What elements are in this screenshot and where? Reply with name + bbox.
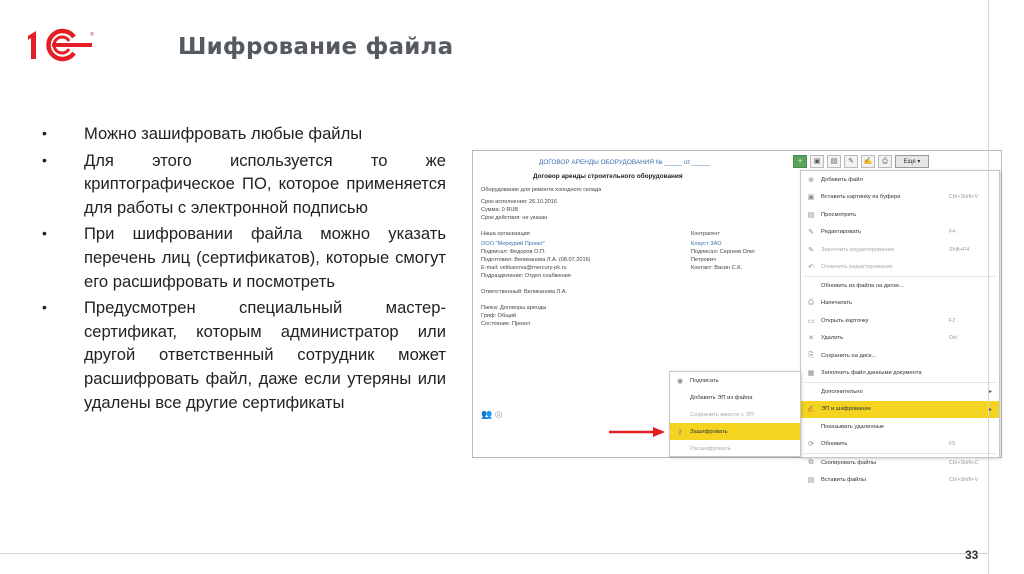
- menu-item-save-with-signature[interactable]: [670, 406, 800, 423]
- doc-line: Подразделение: Отдел снабжения: [481, 273, 571, 279]
- bullet-item: • Предусмотрен специальный мастер-сертификат, которым администратор или другой ответственный сотрудник может расшифровать файл, даже если утеряны или удалены все другие сертификаты: [42, 298, 446, 412]
- menu-item-shortcut: Ctrl+Shift+V: [949, 477, 979, 484]
- menu-item-decrypt[interactable]: [670, 440, 800, 457]
- menu-item-label: ЭП и шифрование: [821, 406, 871, 413]
- sign-icon: ◉: [676, 377, 684, 385]
- menu-item-paste[interactable]: [801, 472, 999, 490]
- menu-item-shortcut: Shift+F4: [949, 246, 970, 253]
- submenu-arrow-icon: ▸: [989, 406, 993, 413]
- menu-item-print[interactable]: [801, 295, 999, 313]
- bullet-list: [42, 122, 446, 417]
- doc-line: Ответственный: Великанова Л.А.: [481, 289, 568, 295]
- context-menu: [800, 170, 1000, 485]
- doc-line: Состояние: Проект: [481, 321, 531, 327]
- menu-item-image[interactable]: [801, 189, 999, 207]
- menu-item-fill[interactable]: [801, 365, 999, 383]
- more-button[interactable]: Еще ▾: [895, 155, 929, 168]
- counterparty-line: Петрович: [691, 257, 716, 263]
- refresh-icon: ⟳: [808, 441, 814, 449]
- red-arrow-icon: [609, 427, 665, 437]
- menu-item-refresh-disk[interactable]: [801, 277, 999, 295]
- doc-line: E-mail: velikanova@mercury-pk.ru: [481, 265, 567, 271]
- menu-item-shortcut: Ctrl+Shift+V: [949, 194, 979, 201]
- delete-icon: ✕: [808, 335, 814, 343]
- card-icon: ▭: [807, 317, 815, 325]
- menu-item-label: Сохранить на диск...: [821, 352, 877, 359]
- edit-icon: ✎: [808, 229, 814, 237]
- menu-item-label: Вставить файлы: [821, 477, 866, 484]
- counterparty-link[interactable]: Клауст ЗАО: [691, 241, 722, 247]
- menu-item-shortcut: Del: [949, 335, 958, 342]
- doc-line: Подписал: Федоров О.П.: [481, 249, 546, 255]
- cancel-edit-icon: ↶: [808, 264, 814, 272]
- menu-item-label: Закончить редактирование: [821, 246, 895, 253]
- menu-item-label: Отменить редактирование: [821, 264, 893, 271]
- menu-item-shortcut: F5: [949, 441, 956, 448]
- menu-item-label: Добавить файл: [821, 176, 863, 183]
- print-button[interactable]: ⎙: [878, 155, 892, 168]
- doc-line: Срок исполнения: 26.10.2016: [481, 199, 558, 205]
- add-file-button[interactable]: +: [793, 155, 807, 168]
- menu-item-label: Дополнительно: [821, 388, 863, 395]
- menu-item-delete[interactable]: [801, 330, 999, 348]
- menu-item-edit[interactable]: [801, 224, 999, 242]
- menu-item-sign[interactable]: [670, 372, 800, 389]
- signature-icon: ✍: [806, 406, 816, 414]
- bullet-item: • Можно зашифровать любые файлы: [42, 122, 446, 146]
- bullet-dot-icon: •: [42, 151, 47, 168]
- menu-item-label: Сохранить вместе с ЭП: [690, 411, 754, 418]
- doc-line: Оборудование для ремонта холодного склада: [481, 187, 602, 193]
- menu-item-signature[interactable]: [801, 401, 999, 419]
- counterparty-line: Контакт: Васин С.К.: [691, 265, 743, 271]
- toolbar: [793, 155, 929, 169]
- menu-item-label: Вставить картинку из буфера: [821, 194, 901, 201]
- menu-item-finish-edit[interactable]: [801, 241, 999, 259]
- users-icon[interactable]: 👥 ◎: [481, 409, 503, 419]
- paste-icon: ▤: [807, 477, 815, 485]
- menu-item-copy[interactable]: [801, 454, 999, 472]
- signature-submenu: [669, 371, 801, 457]
- menu-item-label: Скопировать файлы: [821, 459, 877, 466]
- menu-item-shortcut: F4: [949, 229, 956, 236]
- menu-item-label: Заполнить файл данными документа: [821, 370, 922, 377]
- menu-item-label: Редактировать: [821, 229, 862, 236]
- menu-item-label: Открыть карточку: [821, 317, 869, 324]
- menu-item-label: Обновить из файла на диске...: [821, 282, 905, 289]
- copy-icon: ⧉: [808, 458, 814, 466]
- image-icon: ▣: [807, 194, 815, 202]
- bullet-dot-icon: •: [42, 125, 47, 141]
- menu-item-show-deleted[interactable]: [801, 418, 999, 436]
- page-title: Шифрование файла: [178, 34, 454, 60]
- doc-line: Папка: Договоры аренды: [481, 305, 547, 311]
- menu-item-save[interactable]: [801, 347, 999, 365]
- frame-line-bottom: [0, 553, 988, 554]
- edit-button[interactable]: ✎: [844, 155, 858, 168]
- menu-item-label: Подписать: [690, 377, 719, 384]
- menu-item-view[interactable]: [801, 206, 999, 224]
- menu-item-label: Напечатать: [821, 300, 853, 307]
- page-number: 33: [965, 548, 979, 562]
- print-icon: ⎙: [808, 299, 814, 307]
- submenu-arrow-icon: ▸: [989, 389, 993, 396]
- organization-link[interactable]: ООО "Меркурий Проект": [481, 241, 546, 247]
- menu-item-label: Показывать удаленные: [821, 423, 885, 430]
- scan-button[interactable]: ▣: [810, 155, 824, 168]
- bullet-dot-icon: •: [42, 299, 47, 316]
- menu-item-label: Обновить: [821, 441, 848, 448]
- finish-edit-icon: ✎: [808, 246, 814, 254]
- document-title-link[interactable]: ДОГОВОР АРЕНДЫ ОБОРУДОВАНИЯ № _____ от _____: [539, 159, 710, 166]
- doc-line: Наша организация: [481, 231, 530, 237]
- 1c-logo-icon: [24, 26, 100, 64]
- menu-item-label: Расшифровать: [690, 445, 731, 452]
- menu-item-cancel-edit[interactable]: [801, 259, 999, 277]
- view-button[interactable]: ▤: [827, 155, 841, 168]
- document-heading: Договор аренды строительного оборудования: [533, 173, 683, 180]
- fill-icon: ▦: [807, 370, 815, 378]
- key-icon: ⚷: [677, 428, 683, 436]
- menu-item-label: Просмотреть: [821, 211, 857, 218]
- doc-line: Срок действия: не указан: [481, 215, 548, 221]
- counterparty-line: Подписал: Сергеев Олег: [691, 249, 756, 255]
- app-screenshot: [472, 150, 1002, 485]
- bullet-item: • При шифровании файла можно указать перечень лиц (сертификатов), которые смогут его расшифровать и посмотреть: [42, 224, 446, 291]
- save-icon: ⎘: [808, 351, 814, 359]
- plus-icon: ⊕: [808, 176, 814, 184]
- doc-line: Гриф: Общий: [481, 313, 517, 319]
- doc-line: Сумма: 0 RUB: [481, 207, 519, 213]
- menu-item-plus[interactable]: [801, 171, 999, 189]
- menu-item-label: Зашифровать: [690, 428, 728, 435]
- menu-item-more[interactable]: [801, 383, 999, 401]
- view-icon: ▤: [807, 211, 815, 219]
- menu-item-key[interactable]: [670, 423, 800, 440]
- counterparty-line: Контрагент: [691, 231, 720, 237]
- menu-item-label: Удалить: [821, 335, 844, 342]
- menu-item-label: Добавить ЭП из файла: [690, 394, 753, 401]
- menu-item-shortcut: Ctrl+Shift+C: [949, 459, 979, 466]
- menu-item-card[interactable]: [801, 312, 999, 330]
- frame-line-right: [988, 0, 989, 574]
- menu-item-shortcut: F2: [949, 317, 956, 324]
- bullet-dot-icon: •: [42, 225, 47, 242]
- bullet-item: • Для этого используется то же криптографическое ПО, которое применяется для работы с электронной подписью: [42, 150, 446, 217]
- menu-item-add-signature[interactable]: [670, 389, 800, 406]
- sign-button[interactable]: ✍: [861, 155, 875, 168]
- svg-text:®: ®: [90, 32, 94, 38]
- doc-line: Подготовил: Великанова Л.А. (08.07.2016): [481, 257, 591, 263]
- menu-item-refresh[interactable]: [801, 436, 999, 454]
